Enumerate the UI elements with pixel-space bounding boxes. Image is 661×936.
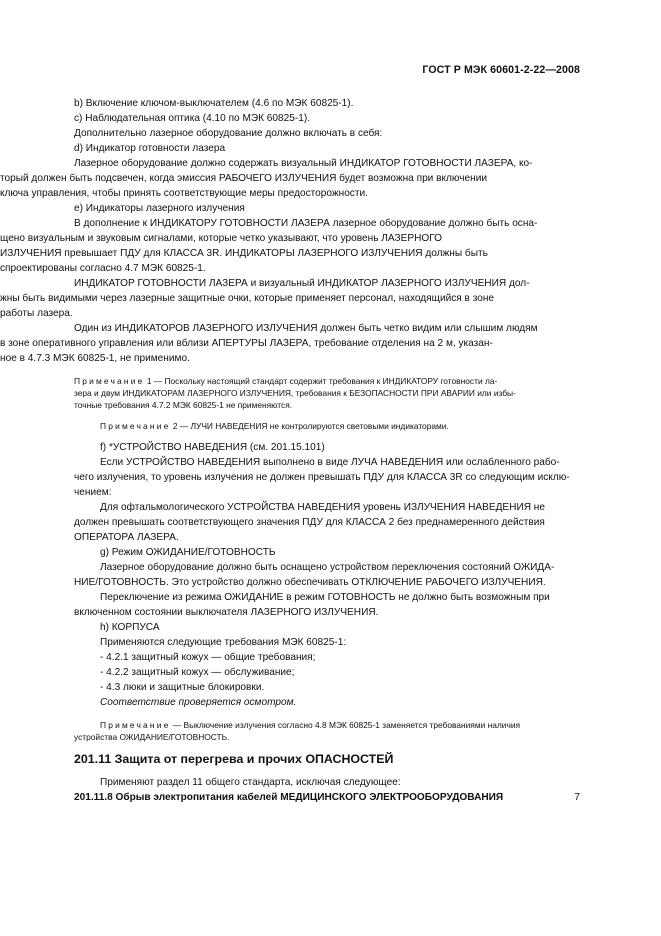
list-item-f: f) *УСТРОЙСТВО НАВЕДЕНИЯ (см. 201.15.101) <box>100 442 325 453</box>
paragraph-cont: щено визуальным и звуковым сигналами, которые четко указывают, что уровень ЛАЗЕРНОГО <box>0 233 442 244</box>
list-item-c: c) Наблюдательная оптика (4.10 по МЭК 60825-1). <box>74 113 311 124</box>
list-item-g: g) Режим ОЖИДАНИЕ/ГОТОВНОСТЬ <box>100 547 276 558</box>
note-3: Примечание — Выключение излучения согласно 4.8 МЭК 60825-1 заменяется требованиями наличия <box>100 720 521 730</box>
note-3-cont: устройства ОЖИДАНИЕ/ГОТОВНОСТЬ. <box>74 732 230 742</box>
list-bullet: - 4.2.2 защитный кожух — обслуживание; <box>100 667 295 678</box>
standard-code-header: ГОСТ Р МЭК 60601-2-22—2008 <box>422 64 580 76</box>
paragraph: Переключение из режима ОЖИДАНИЕ в режим ГОТОВНОСТЬ не должно быть возможным при <box>100 592 550 603</box>
paragraph: Применяются следующие требования МЭК 60825-1: <box>100 637 347 648</box>
page-number: 7 <box>574 792 580 803</box>
paragraph: Лазерное оборудование должно быть оснащено устройством переключения состояний ОЖИДА- <box>100 562 555 573</box>
section-heading: 201.11 Защита от перегрева и прочих ОПАСНОСТЕЙ <box>74 752 394 766</box>
note-1: Примечание 1 — Поскольку настоящий стандарт содержит требования к ИНДИКАТОРУ готовности ла- <box>74 376 498 386</box>
paragraph-cont: спроектированы согласно 4.7 МЭК 60825-1. <box>0 263 206 274</box>
paragraph: Для офтальмологического УСТРОЙСТВА НАВЕДЕНИЯ уровень ИЗЛУЧЕНИЯ НАВЕДЕНИЯ не <box>100 502 545 513</box>
paragraph: Один из ИНДИКАТОРОВ ЛАЗЕРНОГО ИЗЛУЧЕНИЯ должен быть четко видим или слышим людям <box>74 323 538 334</box>
list-item-h: h) КОРПУСА <box>100 622 160 633</box>
paragraph-cont: ключа управления, чтобы принять соответствующие меры предосторожности. <box>0 188 368 199</box>
paragraph: ИНДИКАТОР ГОТОВНОСТИ ЛАЗЕРА и визуальный ИНДИКАТОР ЛАЗЕРНОГО ИЗЛУЧЕНИЯ дол- <box>74 278 530 289</box>
paragraph-cont: жны быть видимыми через лазерные защитные очки, которые применяет персонал, находящийся в зоне <box>0 293 495 304</box>
paragraph-cont: должен превышать соответствующего значения ПДУ для КЛАССА 2 без преднамеренного действия <box>74 517 545 528</box>
paragraph-cont: чением: <box>74 487 112 498</box>
subsection-heading: 201.11.8 Обрыв электропитания кабелей МЕДИЦИНСКОГО ЭЛЕКТРООБОРУДОВАНИЯ <box>74 792 504 803</box>
paragraph: Если УСТРОЙСТВО НАВЕДЕНИЯ выполнено в виде ЛУЧА НАВЕДЕНИЯ или ослабленного рабо- <box>100 457 560 468</box>
list-bullet: - 4.2.1 защитный кожух — общие требования; <box>100 652 316 663</box>
list-item-e: e) Индикаторы лазерного излучения <box>74 203 245 214</box>
paragraph-cont: чего излучения, то уровень излучения не должен превышать ПДУ для КЛАССА 3R со следующим исклю- <box>74 472 570 483</box>
paragraph-cont: включенном состоянии выключателя ЛАЗЕРНОГО ИЗЛУЧЕНИЯ. <box>74 607 379 618</box>
paragraph: В дополнение к ИНДИКАТОРУ ГОТОВНОСТИ ЛАЗЕРА лазерное оборудование должно быть осна- <box>74 218 538 229</box>
compliance-check: Соответствие проверяется осмотром. <box>100 697 297 708</box>
paragraph-cont: торый должен быть подсвечен, когда эмиссия РАБОЧЕГО ИЗЛУЧЕНИЯ будет возможна при включении <box>0 173 487 184</box>
note-1-cont: точные требования 4.7.2 МЭК 60825-1 не применяются. <box>74 400 293 410</box>
paragraph-cont: НИЕ/ГОТОВНОСТЬ. Это устройство должно обеспечивать ОТКЛЮЧЕНИЕ РАБОЧЕГО ИЗЛУЧЕНИЯ. <box>74 577 546 588</box>
paragraph-cont: ИЗЛУЧЕНИЯ превышает ПДУ для КЛАССА 3R. ИНДИКАТОРЫ ЛАЗЕРНОГО ИЗЛУЧЕНИЯ должны быть <box>0 248 488 259</box>
note-1-cont: зера и двум ИНДИКАТОРАМ ЛАЗЕРНОГО ИЗЛУЧЕНИЯ, требования к БЕЗОПАСНОСТИ ПРИ АВАРИИ или избы- <box>74 388 516 398</box>
paragraph-cont: работы лазера. <box>0 308 73 319</box>
paragraph: Лазерное оборудование должно содержать визуальный ИНДИКАТОР ГОТОВНОСТИ ЛАЗЕРА, ко- <box>74 158 533 169</box>
paragraph: Применяют раздел 11 общего стандарта, исключая следующее: <box>100 777 401 788</box>
paragraph-cont: ОПЕРАТОРА ЛАЗЕРА. <box>74 532 179 543</box>
list-item-d: d) Индикатор готовности лазера <box>74 143 226 154</box>
list-item-b: b) Включение ключом-выключателем (4.6 по МЭК 60825-1). <box>74 98 354 109</box>
paragraph-cont: в зоне оперативного управления или вблизи АПЕРТУРЫ ЛАЗЕРА, требование отделения на 2 м, указан- <box>0 338 493 349</box>
paragraph: Дополнительно лазерное оборудование должно включать в себя: <box>74 128 383 139</box>
paragraph-cont: ное в 4.7.3 МЭК 60825-1, не применимо. <box>0 353 190 364</box>
list-bullet: - 4.3 люки и защитные блокировки. <box>100 682 265 693</box>
note-2: Примечание 2 — ЛУЧИ НАВЕДЕНИЯ не контролируются световыми индикаторами. <box>100 421 449 431</box>
